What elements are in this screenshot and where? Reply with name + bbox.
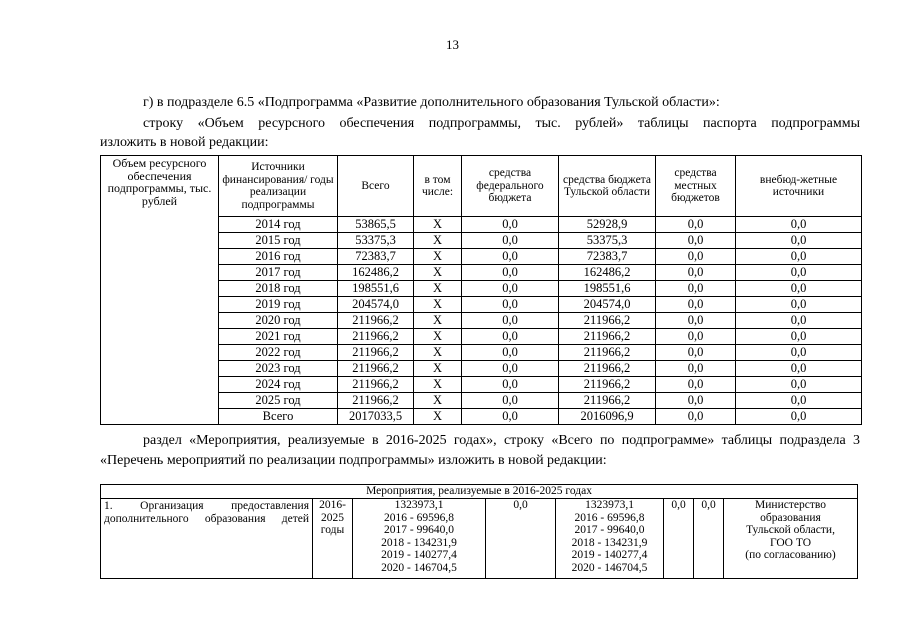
cell-year: 2025 год xyxy=(219,393,338,409)
header-local: средства местных бюджетов xyxy=(656,156,736,217)
p4-word: по xyxy=(599,433,615,448)
p4-word: 2016-2025 xyxy=(385,433,447,448)
executor-line: образования xyxy=(760,511,821,524)
paragraph-activities-list: «Перечень мероприятий по реализации подпрограммы» изложить в новой редакции: xyxy=(100,453,607,468)
total-line: 2017 - 99640,0 xyxy=(384,524,454,536)
cell-federal: 0,0 xyxy=(462,329,559,345)
cell-federal: 0,0 xyxy=(462,393,559,409)
cell-including: X xyxy=(414,377,462,393)
activity-regional xyxy=(556,499,664,579)
activity-name: 1. Организация предоставления дополнительного образования детей xyxy=(101,499,313,579)
activity-federal: 0,0 xyxy=(486,499,556,579)
table-caption-row xyxy=(101,485,858,499)
p4-word: подраздела xyxy=(779,433,846,448)
total-line: 1323973,1 xyxy=(394,499,444,511)
total-line: 2020 - 146704,5 xyxy=(381,561,457,574)
activity-total xyxy=(353,499,486,579)
p4-word: строку xyxy=(503,433,545,448)
paragraph-resource-row xyxy=(143,116,860,132)
regional-line: 2019 - 140277,4 xyxy=(571,549,648,561)
cell-extra: 0,0 xyxy=(736,217,862,233)
p2-word: подпрограммы xyxy=(771,116,860,131)
cell-extra: 0,0 xyxy=(736,249,862,265)
cell-regional: 198551,6 xyxy=(559,281,656,297)
cell-including: X xyxy=(414,217,462,233)
cell-regional: 2016096,9 xyxy=(559,409,656,425)
cell-including: X xyxy=(414,265,462,281)
table-header-row xyxy=(101,156,862,217)
cell-including: X xyxy=(414,393,462,409)
cell-local: 0,0 xyxy=(656,217,736,233)
cell-total: 211966,2 xyxy=(338,377,414,393)
cell-federal: 0,0 xyxy=(462,313,559,329)
cell-extra: 0,0 xyxy=(736,233,862,249)
cell-federal: 0,0 xyxy=(462,361,559,377)
cell-federal: 0,0 xyxy=(462,281,559,297)
p2-word: обеспечения xyxy=(339,116,415,131)
p4-word: реализуемые xyxy=(287,433,365,448)
executor-line: ГОО ТО xyxy=(769,536,812,549)
cell-local: 0,0 xyxy=(656,377,736,393)
cell-federal: 0,0 xyxy=(462,345,559,361)
cell-total: 211966,2 xyxy=(338,361,414,377)
cell-extra: 0,0 xyxy=(736,329,862,345)
header-federal: средства федерального бюджета xyxy=(462,156,559,217)
total-line: 2018 - 134231,9 xyxy=(381,536,457,549)
p4-word: годах», xyxy=(453,433,497,448)
cell-regional: 211966,2 xyxy=(559,313,656,329)
cell-federal: 0,0 xyxy=(462,249,559,265)
period-line: 2016- xyxy=(319,499,346,511)
cell-extra: 0,0 xyxy=(736,265,862,281)
regional-line: 2020 - 146704,5 xyxy=(571,561,648,574)
p4-word: 3 xyxy=(853,433,860,448)
page-number: 13 xyxy=(446,37,459,52)
activity-local: 0,0 xyxy=(664,499,694,579)
executor-line: Тульской области, xyxy=(746,524,835,536)
cell-regional: 211966,2 xyxy=(559,361,656,377)
cell-year: 2021 год xyxy=(219,329,338,345)
cell-including: X xyxy=(414,281,462,297)
cell-total: 2017033,5 xyxy=(338,409,414,425)
cell-including: X xyxy=(414,345,462,361)
cell-regional: 211966,2 xyxy=(559,345,656,361)
cell-year: 2015 год xyxy=(219,233,338,249)
p4-word: «Мероприятия, xyxy=(189,433,281,448)
cell-year: 2023 год xyxy=(219,361,338,377)
activities-table xyxy=(100,484,858,579)
p4-word: таблицы xyxy=(721,433,773,448)
cell-total: 53375,3 xyxy=(338,233,414,249)
cell-federal: 0,0 xyxy=(462,409,559,425)
cell-total: 211966,2 xyxy=(338,345,414,361)
cell-extra: 0,0 xyxy=(736,393,862,409)
cell-local: 0,0 xyxy=(656,297,736,313)
total-line: 2019 - 140277,4 xyxy=(381,549,457,561)
cell-extra: 0,0 xyxy=(736,409,862,425)
cell-local: 0,0 xyxy=(656,281,736,297)
cell-local: 0,0 xyxy=(656,345,736,361)
cell-total: 204574,0 xyxy=(338,297,414,313)
p2-word: подпрограммы, xyxy=(428,116,522,131)
cell-extra: 0,0 xyxy=(736,281,862,297)
executor-line: (по согласованию) xyxy=(745,549,836,561)
cell-including: X xyxy=(414,249,462,265)
activity-extra: 0,0 xyxy=(694,499,724,579)
cell-regional: 211966,2 xyxy=(559,329,656,345)
cell-local: 0,0 xyxy=(656,313,736,329)
cell-total: 72383,7 xyxy=(338,249,414,265)
cell-total: 162486,2 xyxy=(338,265,414,281)
cell-total: 211966,2 xyxy=(338,393,414,409)
paragraph-new-edition: изложить в новой редакции: xyxy=(100,135,269,150)
cell-extra: 0,0 xyxy=(736,345,862,361)
p4-word: подпрограмме» xyxy=(621,433,715,448)
cell-federal: 0,0 xyxy=(462,217,559,233)
p2-word: ресурсного xyxy=(258,116,325,131)
regional-line: 2017 - 99640,0 xyxy=(574,524,645,536)
executor-line: Министерство xyxy=(755,499,826,511)
cell-year: Всего xyxy=(219,409,338,425)
cell-including: X xyxy=(414,329,462,345)
cell-including: X xyxy=(414,361,462,377)
p2-word: рублей» xyxy=(575,116,624,131)
header-sources: Источники финансирования/ годы реализации подпрограммы xyxy=(219,156,338,217)
cell-including: X xyxy=(414,233,462,249)
p2-word: «Объем xyxy=(197,116,244,131)
cell-local: 0,0 xyxy=(656,329,736,345)
cell-year: 2024 год xyxy=(219,377,338,393)
cell-total: 211966,2 xyxy=(338,313,414,329)
cell-including: X xyxy=(414,313,462,329)
cell-year: 2017 год xyxy=(219,265,338,281)
header-regional: средства бюджета Тульской области xyxy=(559,156,656,217)
resource-volume-cell: Объем ресурсного обеспечения подпрограммы, тыс. рублей xyxy=(101,156,219,425)
activity-period xyxy=(313,499,353,579)
paragraph-subsection-6-5: г) в подразделе 6.5 «Подпрограмма «Развитие дополнительного образования Тульской области»: xyxy=(143,95,720,110)
cell-local: 0,0 xyxy=(656,233,736,249)
cell-regional: 53375,3 xyxy=(559,233,656,249)
p4-word: раздел xyxy=(143,433,182,448)
cell-federal: 0,0 xyxy=(462,297,559,313)
period-line: 2025 xyxy=(321,511,344,524)
period-line: годы xyxy=(320,524,345,536)
cell-year: 2020 год xyxy=(219,313,338,329)
cell-total: 211966,2 xyxy=(338,329,414,345)
total-line: 2016 - 69596,8 xyxy=(384,511,454,524)
p2-word: таблицы xyxy=(637,116,689,131)
cell-extra: 0,0 xyxy=(736,361,862,377)
p2-word: тыс. xyxy=(535,116,561,131)
cell-regional: 52928,9 xyxy=(559,217,656,233)
cell-year: 2014 год xyxy=(219,217,338,233)
cell-including: X xyxy=(414,297,462,313)
p2-word: строку xyxy=(143,116,184,131)
cell-extra: 0,0 xyxy=(736,313,862,329)
cell-regional: 204574,0 xyxy=(559,297,656,313)
regional-line: 1323973,1 xyxy=(585,499,634,511)
cell-federal: 0,0 xyxy=(462,265,559,281)
header-extrabudgetary: внебюд-жетные источники xyxy=(736,156,862,217)
cell-year: 2018 год xyxy=(219,281,338,297)
cell-regional: 211966,2 xyxy=(559,393,656,409)
cell-year: 2022 год xyxy=(219,345,338,361)
regional-line: 2016 - 69596,8 xyxy=(574,511,645,524)
cell-including: X xyxy=(414,409,462,425)
cell-year: 2016 год xyxy=(219,249,338,265)
cell-federal: 0,0 xyxy=(462,377,559,393)
cell-regional: 162486,2 xyxy=(559,265,656,281)
cell-federal: 0,0 xyxy=(462,233,559,249)
p2-word: паспорта xyxy=(702,116,757,131)
cell-total: 53865,5 xyxy=(338,217,414,233)
cell-local: 0,0 xyxy=(656,393,736,409)
paragraph-activities-section xyxy=(143,433,860,449)
header-including: в том числе: xyxy=(414,156,462,217)
header-total: Всего xyxy=(338,156,414,217)
activity-executor xyxy=(724,499,858,579)
cell-regional: 72383,7 xyxy=(559,249,656,265)
cell-extra: 0,0 xyxy=(736,377,862,393)
activities-caption: Мероприятия, реализуемые в 2016-2025 годах xyxy=(101,485,858,499)
cell-extra: 0,0 xyxy=(736,297,862,313)
cell-total: 198551,6 xyxy=(338,281,414,297)
regional-line: 2018 - 134231,9 xyxy=(571,536,648,549)
p4-word: в xyxy=(372,433,379,448)
cell-local: 0,0 xyxy=(656,265,736,281)
cell-regional: 211966,2 xyxy=(559,377,656,393)
cell-year: 2019 год xyxy=(219,297,338,313)
cell-local: 0,0 xyxy=(656,361,736,377)
cell-local: 0,0 xyxy=(656,409,736,425)
resource-table xyxy=(100,155,862,425)
activity-row xyxy=(101,499,858,579)
p4-word: «Всего xyxy=(551,433,593,448)
cell-local: 0,0 xyxy=(656,249,736,265)
